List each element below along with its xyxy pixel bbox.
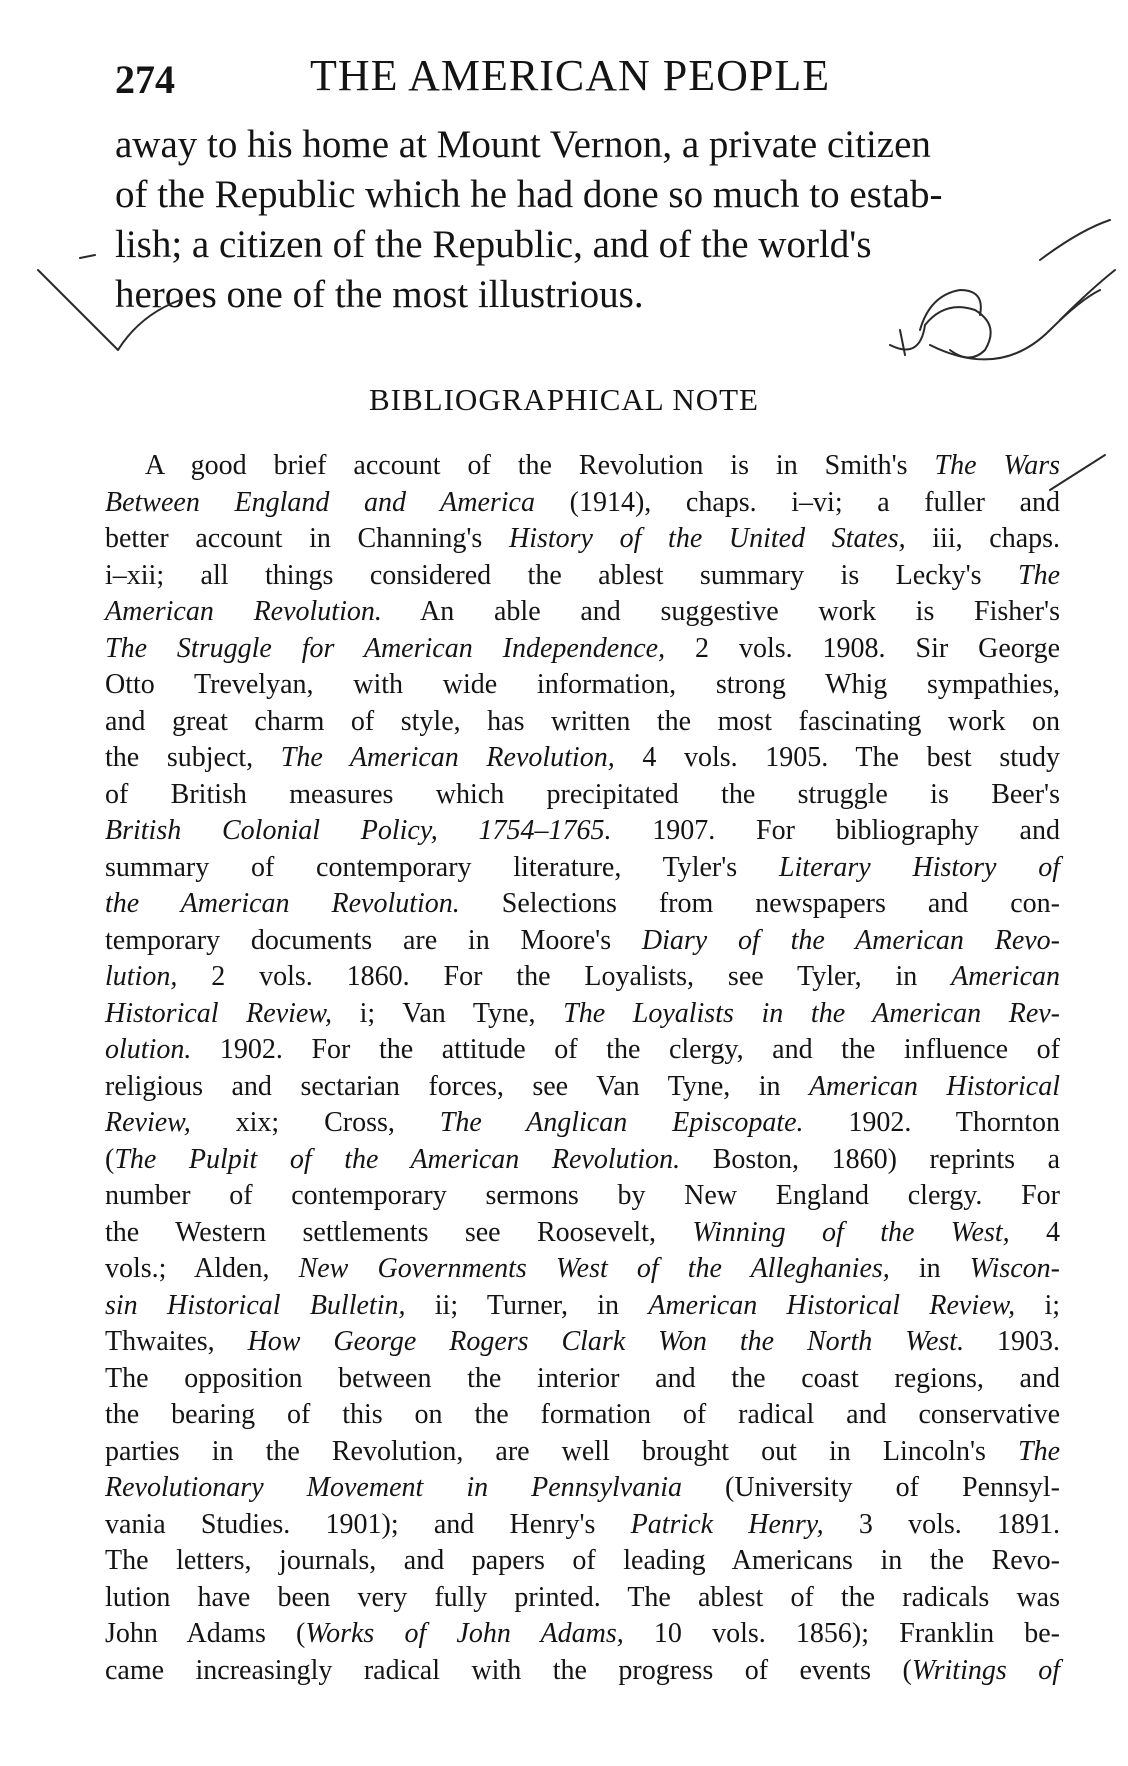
note-text: 2 vols. 1860. For the Loyalists, see Tyler, in	[177, 961, 952, 992]
note-line	[105, 1361, 1060, 1398]
note-text: the bearing of this on the formation of radical and conservative	[105, 1399, 1060, 1430]
note-line	[105, 558, 1060, 595]
note-text: (1914), chaps. i–vi; a fuller and	[534, 486, 1061, 518]
italic-title-text: British Colonial Policy, 1754–1765.	[105, 815, 612, 846]
italic-title-text: Patrick Henry,	[630, 1508, 824, 1540]
italic-title-text: Literary History of	[778, 851, 1060, 883]
note-text: 2 vols. 1908. Sir George	[665, 632, 1060, 664]
note-text: number of contemporary sermons by New England clergy. For	[105, 1180, 1060, 1211]
note-line	[105, 777, 1060, 814]
italic-title-text: Winning of the West,	[692, 1216, 1010, 1248]
pen-tick	[80, 255, 95, 258]
note-line	[105, 1069, 1060, 1106]
note-line	[105, 1105, 1060, 1142]
note-text: of British measures which precipitated the struggle is Beer's	[105, 778, 1060, 810]
closing-line: of the Republic which he had done so much to estab-	[115, 173, 943, 216]
note-line	[105, 1580, 1060, 1617]
italic-title-text: Review,	[105, 1107, 191, 1138]
note-text: i; Van Tyne,	[331, 997, 564, 1029]
italic-title-text: The American Revolution,	[280, 742, 615, 773]
note-line	[105, 959, 1060, 996]
note-text: The opposition between the interior and the coast regions, and	[105, 1362, 1060, 1394]
note-text: An able and suggestive work is Fisher's	[381, 596, 1060, 627]
note-text: religious and sectarian forces, see Van Tyne, in	[105, 1070, 810, 1102]
italic-title-text: History of the United States,	[508, 523, 906, 554]
note-text: A good brief account of the Revolution is in Smith's	[145, 450, 935, 481]
italic-title-text: Wiscon-	[969, 1253, 1061, 1284]
italic-title-text: The Anglican Episcopate.	[439, 1107, 804, 1138]
note-line	[105, 1251, 1060, 1288]
note-line	[105, 1032, 1060, 1069]
note-text: xix; Cross,	[190, 1107, 440, 1138]
note-text: Boston, 1860) reprints a	[680, 1143, 1060, 1175]
note-text: lution have been very fully printed. The ablest of the radicals was	[105, 1581, 1060, 1613]
note-line	[105, 740, 1060, 777]
note-line	[105, 996, 1060, 1033]
italic-title-text: Historical Review,	[105, 997, 332, 1029]
note-line	[105, 485, 1060, 522]
note-line	[105, 923, 1060, 960]
note-text: summary of contemporary literature, Tyler's	[105, 851, 779, 883]
italic-title-text: Between England and America	[105, 486, 535, 518]
note-text: 1902. Thornton	[803, 1107, 1060, 1138]
closing-line: away to his home at Mount Vernon, a private citizen	[115, 123, 931, 166]
italic-title-text: American	[951, 961, 1060, 992]
page-number: 274	[115, 57, 175, 102]
closing-line: lish; a citizen of the Republic, and of the world's	[115, 223, 872, 266]
note-line	[105, 448, 1060, 485]
closing-line: heroes one of the most illustrious.	[115, 273, 644, 316]
italic-title-text: sin Historical Bulletin,	[105, 1289, 406, 1321]
running-head	[115, 50, 995, 110]
note-text: vols.; Alden,	[105, 1253, 299, 1284]
note-line	[105, 521, 1060, 558]
note-text: better account in Channing's	[105, 523, 509, 554]
note-text: i–xii; all things considered the ablest summary is Lecky's	[105, 559, 1018, 591]
italic-title-text: olution.	[105, 1034, 192, 1065]
note-text: 1902. For the attitude of the clergy, and the influence of	[191, 1034, 1060, 1065]
note-text: 10 vols. 1856); Franklin be-	[623, 1618, 1061, 1649]
note-text: came increasingly radical with the progress of events (	[105, 1654, 912, 1686]
italic-title-text: Diary of the American Revo-	[641, 924, 1061, 956]
note-text: the Western settlements see Roosevelt,	[105, 1216, 693, 1248]
note-text: John Adams (	[105, 1618, 306, 1649]
note-line	[105, 1178, 1060, 1215]
italic-title-text: Works of John Adams,	[305, 1618, 624, 1649]
closing-paragraph	[115, 120, 1075, 320]
note-text: temporary documents are in Moore's	[105, 924, 642, 956]
italic-title-text: The	[1018, 1435, 1060, 1467]
note-line	[105, 1470, 1060, 1507]
italic-title-text: American Historical Review,	[648, 1289, 1016, 1321]
note-text: iii, chaps.	[905, 523, 1061, 554]
running-title: THE AMERICAN PEOPLE	[310, 51, 831, 100]
note-line	[105, 886, 1060, 923]
italic-title-text: lution,	[105, 961, 178, 992]
note-text: 1903.	[964, 1326, 1061, 1357]
note-line	[105, 1653, 1060, 1690]
italic-title-text: American Historical	[809, 1070, 1060, 1102]
note-text: vania Studies. 1901); and Henry's	[105, 1508, 631, 1540]
note-text: i;	[1015, 1289, 1060, 1321]
italic-title-text: The Wars	[934, 450, 1061, 481]
note-line	[105, 1434, 1060, 1471]
italic-title-text: New Governments West of the Alleghanies,	[298, 1253, 890, 1284]
note-text: Selections from newspapers and con-	[459, 888, 1060, 919]
note-line	[105, 631, 1060, 668]
note-text: ii; Turner, in	[405, 1289, 649, 1321]
note-text: Otto Trevelyan, with wide information, strong Whig sympathies,	[105, 669, 1060, 700]
note-text: in	[889, 1253, 970, 1284]
italic-title-text: The	[1018, 559, 1060, 591]
note-text: (University of Pennsyl-	[682, 1472, 1060, 1503]
italic-title-text: The Struggle for American Independence,	[105, 632, 666, 664]
italic-title-text: Writings of	[911, 1654, 1060, 1686]
note-line	[105, 704, 1060, 741]
note-text: Thwaites,	[105, 1326, 248, 1357]
note-text: 1907. For bibliography and	[611, 815, 1060, 846]
note-line	[105, 1507, 1060, 1544]
note-line	[105, 1288, 1060, 1325]
note-text: 3 vols. 1891.	[823, 1508, 1060, 1540]
italic-title-text: the American Revolution.	[105, 888, 460, 919]
italic-title-text: Revolutionary Movement in Pennsylvania	[105, 1472, 682, 1503]
italic-title-text: How George Rogers Clark Won the North West.	[247, 1326, 965, 1357]
bibliographical-note-body	[105, 448, 1060, 1689]
note-text: (	[105, 1143, 115, 1175]
note-text: parties in the Revolution, are well brought out in Lincoln's	[105, 1435, 1018, 1467]
note-line	[105, 813, 1060, 850]
note-line	[105, 1215, 1060, 1252]
note-line	[105, 1142, 1060, 1179]
note-line	[105, 1397, 1060, 1434]
note-text: The letters, journals, and papers of leading Americans in the Revo-	[105, 1545, 1060, 1576]
note-line	[105, 1324, 1060, 1361]
italic-title-text: The Loyalists in the American Rev-	[563, 997, 1060, 1029]
note-text: and great charm of style, has written the most fascinating work on	[105, 705, 1060, 737]
note-line	[105, 594, 1060, 631]
note-line	[105, 1616, 1060, 1653]
bibliographical-note-heading: BIBLIOGRAPHICAL NOTE	[369, 382, 759, 417]
note-line	[105, 850, 1060, 887]
italic-title-text: The Pulpit of the American Revolution.	[114, 1143, 681, 1175]
italic-title-text: American Revolution.	[105, 596, 382, 627]
note-text: the subject,	[105, 742, 281, 773]
note-text: 4 vols. 1905. The best study	[614, 742, 1060, 773]
note-text: 4	[1009, 1216, 1061, 1248]
note-line	[105, 667, 1060, 704]
note-line	[105, 1543, 1060, 1580]
